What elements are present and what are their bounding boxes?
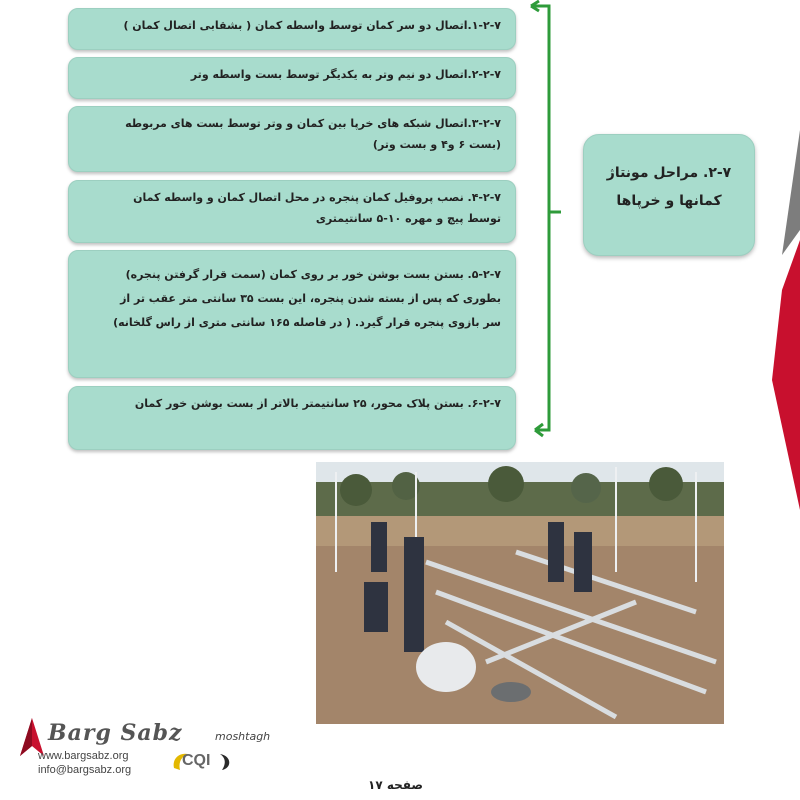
section-title-box bbox=[583, 134, 755, 256]
section-title-line-2: کمانها و خرپاها bbox=[616, 193, 722, 209]
section-title-line-1: ۲-۷. مراحل مونتاژ bbox=[606, 165, 732, 181]
brace-arrow-connector bbox=[525, 0, 565, 445]
step-5-line-3: سر بازوی پنجره قرار گیرد. ( در فاصله ۱۶۵ سانتی متری از راس گلخانه) bbox=[113, 316, 501, 329]
step-4-line-2: توسط پیچ و مهره ۱۰-۵ سانتیمتری bbox=[315, 212, 501, 225]
brand-name: Barg Sabz bbox=[48, 720, 183, 746]
email-link[interactable]: info@bargsabz.org bbox=[38, 764, 132, 776]
page-number: صفحه ۱۷ bbox=[368, 778, 423, 792]
website-link[interactable]: www.bargsabz.org bbox=[38, 750, 129, 762]
cqi-logo-text: CQI bbox=[182, 752, 211, 769]
step-1-line-1: ۱-۲-۷.اتصال دو سر کمان توسط واسطه کمان ( بشقابی اتصال کمان ) bbox=[123, 19, 501, 32]
decorative-red-gray-shapes bbox=[760, 130, 800, 510]
step-3-line-2: (بست ۶ و۴ و بست وتر) bbox=[372, 138, 501, 151]
step-5-line-2: بطوری که پس از بسته شدن پنجره، این بست ۳۵ سانتی متر عقب تر از bbox=[120, 292, 501, 305]
assembly-photo bbox=[316, 462, 724, 724]
step-4-line-1: ۴-۲-۷. نصب پروفیل کمان پنجره در محل اتصال کمان و واسطه کمان bbox=[133, 191, 501, 204]
step-2-line-1: ۲-۲-۷.اتصال دو نیم وتر به یکدیگر توسط بست واسطه وتر bbox=[190, 68, 501, 81]
step-box-4 bbox=[68, 180, 516, 243]
step-box-1 bbox=[68, 8, 516, 50]
step-box-3 bbox=[68, 106, 516, 172]
company-logo-block bbox=[10, 708, 310, 788]
cqi-leaf-icon bbox=[218, 752, 232, 772]
step-6-line-1: ۶-۲-۷. بستن پلاک محور، ۲۵ سانتیمتر بالاتر از بست بوشن خور کمان bbox=[134, 397, 501, 410]
step-box-5 bbox=[68, 250, 516, 378]
step-box-6 bbox=[68, 386, 516, 450]
step-5-line-1: ۵-۲-۷. بستن بست بوشن خور بر روی کمان (سمت قرار گرفتن پنجره) bbox=[125, 268, 501, 281]
step-box-2 bbox=[68, 57, 516, 99]
brand-subtitle: moshtagh bbox=[215, 730, 271, 743]
step-3-line-1: ۳-۲-۷.اتصال شبکه های خرپا بین کمان و وتر توسط بست های مربوطه bbox=[125, 117, 501, 130]
